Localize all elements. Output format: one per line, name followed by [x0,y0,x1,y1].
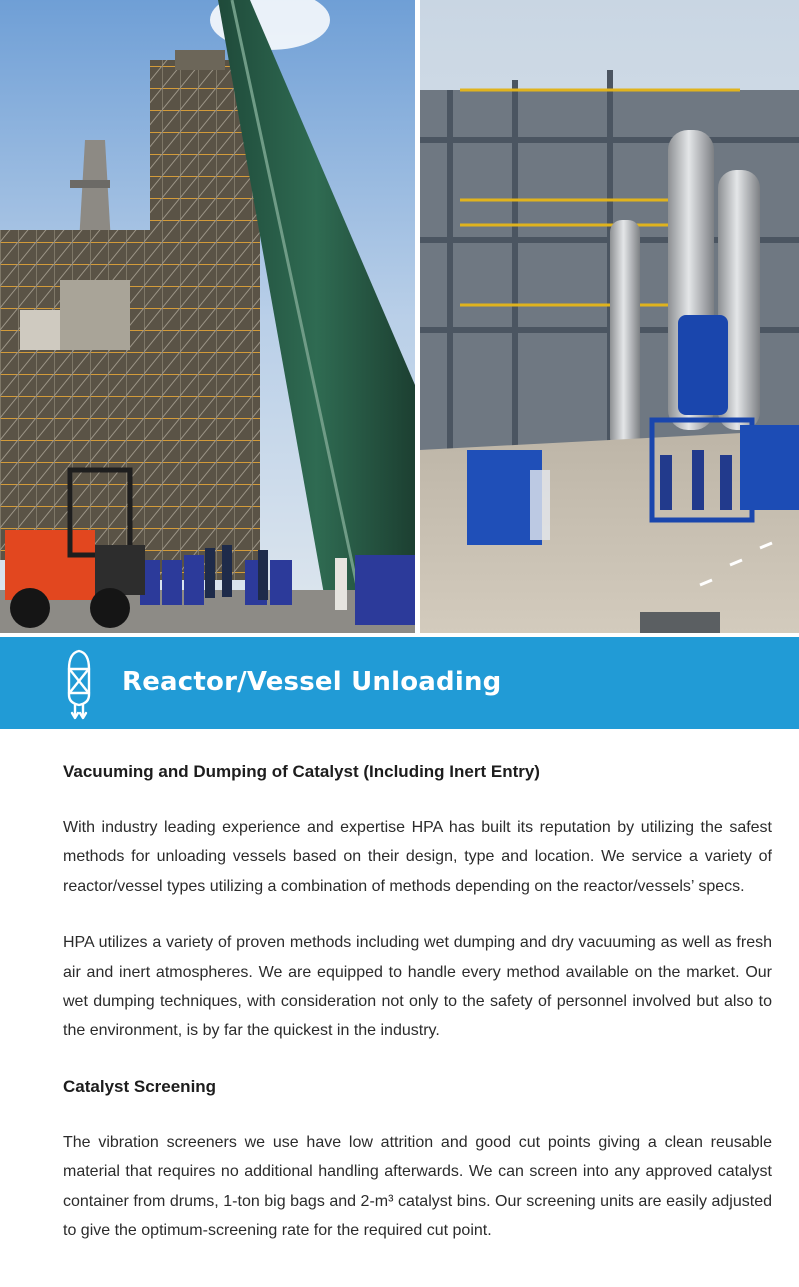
paragraph-screening: The vibration screeners we use have low attrition and good cut points giving a clean reusable material that requires no additional handling afterwards. We can screen into any approved catalyst container from drums, 1-ton big bags and 2-m³ catalyst bins. Our screening units are easily adjusted to give the optimum-screening rate for the required cut point. [63,1133,772,1240]
banner-title: Reactor/Vessel Unloading [122,667,502,697]
section-heading-screening: Catalyst Screening [63,1076,217,1096]
paragraph-methods: HPA utilizes a variety of proven methods including wet dumping and dry vacuuming as well as fresh air and inert atmospheres. We are equipped to handle every method available on the market. Our wet dumping techniques, with consideration not only to the safety of personnel involved but also to the environment, is by far the quickest in the industry. [63,934,772,1040]
reactor-vessel-icon [60,647,98,721]
document-body [63,760,772,1245]
refinery-column-photo [0,0,415,633]
photo-strip [0,0,799,633]
reactor-vessel-site-photo [420,0,799,633]
section-banner [0,637,799,729]
paragraph-experience: With industry leading experience and expertise HPA has built its reputation by utilizing the safest methods for unloading vessels based on their design, type and location. We service a variety of reactor/vessel types utilizing a combination of methods depending on the reactor/vessels’ specs. [63,819,772,895]
section-heading-vacuuming: Vacuuming and Dumping of Catalyst (Including Inert Entry) [63,762,540,781]
